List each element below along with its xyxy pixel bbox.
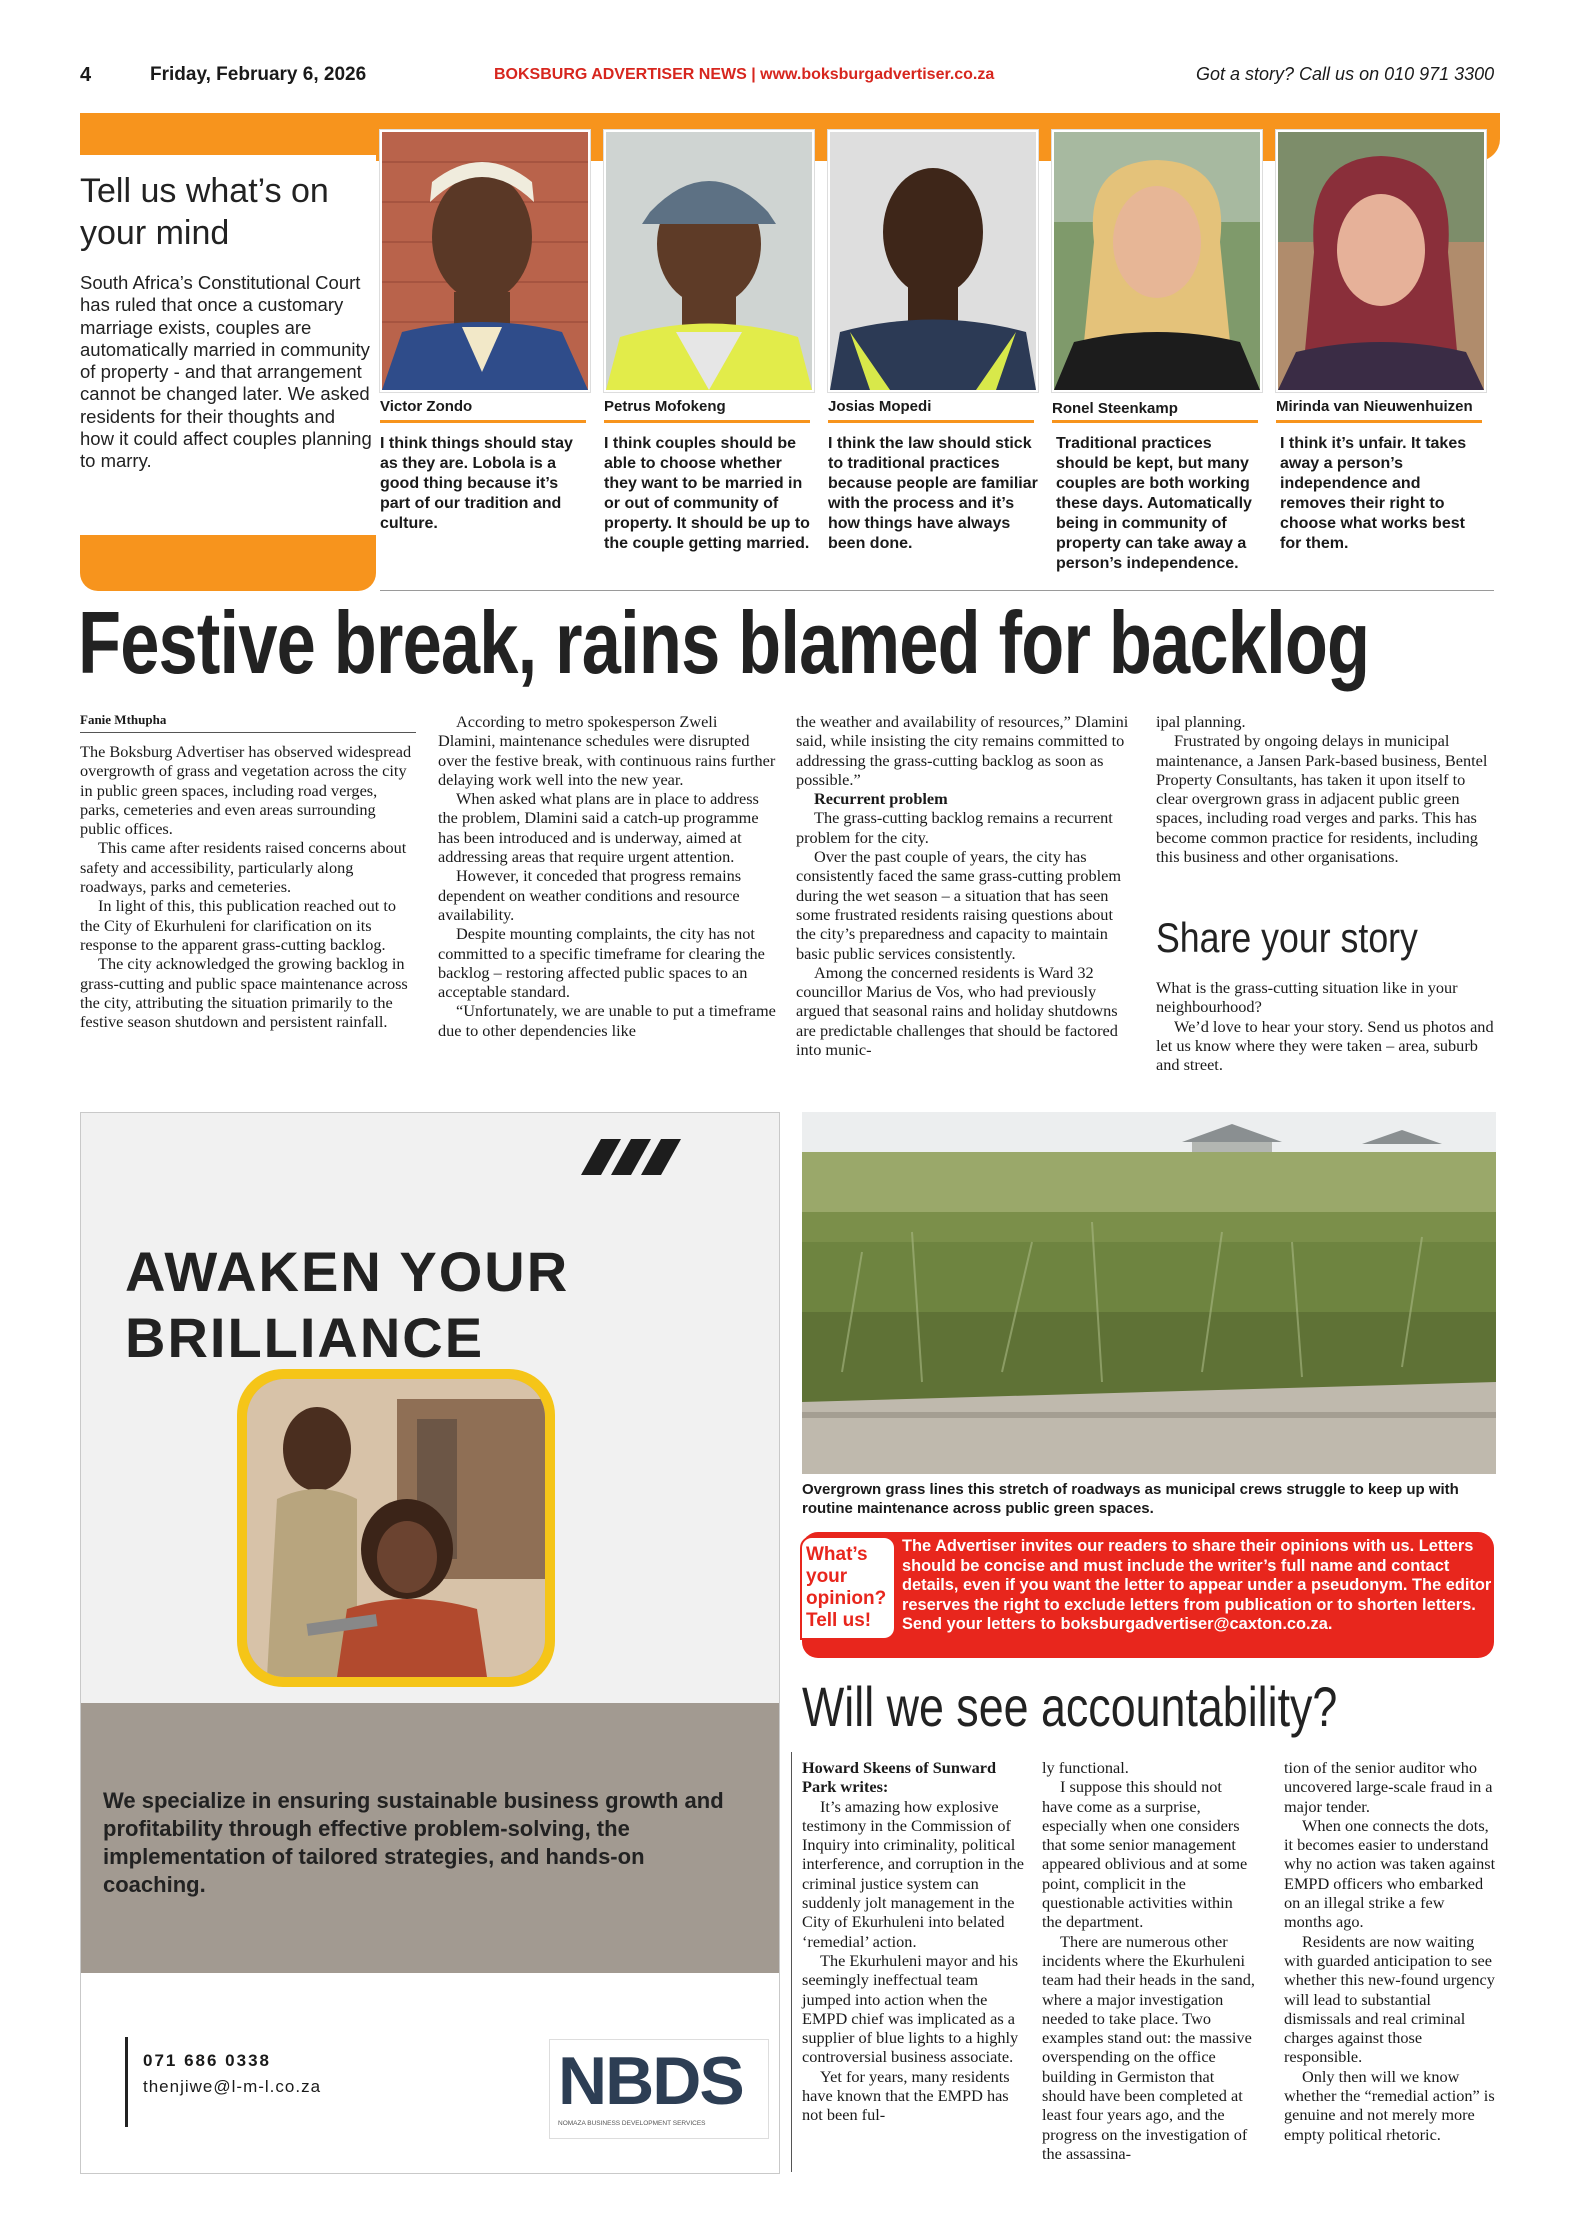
page-number: 4: [80, 64, 92, 86]
vox-quote-2: I think couples should be able to choose whether they want to be married in or out of community of property. It should be up to the couple getting married.: [604, 435, 810, 552]
article-column-2: [438, 712, 776, 1040]
paragraph: The Boksburg Advertiser has observed widespread overgrowth of grass and vegetation across the city in public green spaces, including road verges, parks, cemeteries and even areas surrounding public offices.: [80, 742, 412, 839]
grass-photo: [802, 1112, 1496, 1474]
photo-josias-mopedi: [828, 130, 1038, 392]
ad-headline: AWAKEN YOUR BRILLIANCE: [125, 1240, 570, 1369]
orange-band-bottom: [80, 535, 376, 591]
ad-email[interactable]: thenjiwe@l-m-l.co.za: [143, 2077, 322, 2096]
letter-column-1: [802, 1758, 1028, 2125]
paragraph: When one connects the dots, it becomes easier to understand why no action was taken against EMPD officers who embarked on an illegal strike a few months ago.: [1284, 1815, 1496, 1932]
paragraph: I suppose this should not have come as a surprise, especially when one considers that some senior management appeared oblivious and at some point, complicit in the questionable activities within the department.: [1042, 1777, 1248, 1932]
paragraph: Only then will we know whether the “remedial action” is genuine and not merely more empty political rhetoric.: [1284, 2066, 1495, 2144]
paragraph: This came after residents raised concerns about safety and accessibility, particularly along roadways, parks and cemeteries.: [80, 838, 407, 897]
photo-petrus-mofokeng: [604, 130, 814, 392]
article-column-1: [80, 742, 418, 1031]
share-story-body: [1156, 978, 1496, 1074]
advertisement[interactable]: [80, 1112, 780, 2174]
letter-headline: Will we see accountability?: [802, 1675, 1338, 1738]
ad-logo: [549, 2039, 769, 2139]
vox-title: Tell us what’s on your mind: [80, 172, 329, 252]
divider: [604, 420, 810, 423]
paragraph: In light of this, this publication reached out to the City of Ekurhuleni for clarification on its response to the apparent grass-cutting backlog.: [80, 896, 396, 954]
vox-quote-1: I think things should stay as they are. Lobola is a good thing because it’s part of our tradition and culture.: [380, 435, 573, 532]
divider: [1276, 420, 1482, 423]
paragraph: When asked what plans are in place to address the problem, Dlamini said a catch-up programme has been introduced and is underway, aimed at addressing areas that require urgent attention.: [438, 789, 759, 867]
opinion-label: What’s your opinion? Tell us!: [806, 1544, 887, 1631]
vox-quote-5: I think it’s unfair. It takes away a person’s independence and removes their right to choose what works best for them.: [1280, 435, 1467, 552]
article-column-3: [796, 712, 1134, 1059]
paragraph: the weather and availability of resources,” Dlamini said, while insisting the city remains committed to addressing the grass-cutting backlog as soon as possible.”: [796, 712, 1129, 789]
vox-name-4: Ronel Steenkamp: [1052, 400, 1178, 417]
paragraph: tion of the senior auditor who uncovered large-scale fraud in a major tender.: [1284, 1758, 1493, 1816]
letter-column-2: [1042, 1758, 1256, 2163]
paragraph: Among the concerned residents is Ward 32 councillor Marius de Vos, who had previously argued that seasonal rains and holiday shutdowns are predictable challenges that should be factored into munic-: [796, 962, 1118, 1060]
byline: Fanie Mthupha: [80, 712, 167, 727]
paragraph: Over the past couple of years, the city has consistently faced the same grass-cutting problem during the wet season – a situation that has seen some frustrated residents raising questions about the city’s preparedness and capacity to maintain basic public services consistently.: [796, 847, 1122, 963]
paragraph: According to metro spokesperson Zweli Dlamini, maintenance schedules were disrupted over the festive break, with continuous rains further delaying work well into the new year.: [438, 712, 776, 789]
publication-masthead[interactable]: BOKSBURG ADVERTISER NEWS | www.boksburgadvertiser.co.za: [494, 66, 995, 83]
divider: [1052, 420, 1258, 423]
paragraph: Residents are now waiting with guarded anticipation to see whether this new-found urgency will lead to substantial dismissals and real criminal charges against those responsible.: [1284, 1931, 1495, 2067]
ad-logo-subtitle: NOMAZA BUSINESS DEVELOPMENT SERVICES: [558, 2120, 706, 2127]
issue-date: Friday, February 6, 2026: [150, 64, 367, 85]
vox-name-1: Victor Zondo: [380, 398, 473, 415]
paragraph: “Unfortunately, we are unable to put a timeframe due to other dependencies like: [438, 1001, 776, 1040]
paragraph: The city acknowledged the growing backlog in grass-cutting and public space maintenance across the city, attributing the situation primarily to the festive season shutdown and persistent rainfall.: [80, 954, 408, 1032]
vox-name-2: Petrus Mofokeng: [604, 398, 726, 415]
divider: [828, 420, 1034, 423]
share-story-title: Share your story: [1156, 914, 1418, 961]
letter-writer: Howard Skeens of Sunward Park writes:: [802, 1758, 997, 1797]
subheading: Recurrent problem: [814, 789, 948, 809]
paragraph: ly functional.: [1042, 1758, 1129, 1777]
paragraph: ipal planning.: [1156, 712, 1246, 731]
column-rule: [791, 1752, 792, 2172]
ad-body: We specialize in ensuring sustainable business growth and profitability through effective problem-solving, the implementation of tailored strategies, and hands-on coaching.: [103, 1788, 724, 1897]
paragraph: There are numerous other incidents where the Ekurhuleni team had their heads in the sand, where a major investigation needed to take place. Two examples stand out: the massive overspending on the office building in Germiston that should have been completed at least four years ago, and the progress on the investigation of the assassina-: [1042, 1931, 1255, 2163]
paragraph: Despite mounting complaints, the city has not committed to a specific timeframe for clearing the backlog – restoring affected public spaces to an acceptable standard.: [438, 924, 765, 1002]
photo-mirinda-van-nieuwenhuizen: [1276, 130, 1486, 392]
ad-photo: [247, 1379, 545, 1677]
paragraph: The grass-cutting backlog remains a recurrent problem for the city.: [796, 808, 1113, 847]
vox-quote-3: I think the law should stick to traditional practices because people are familiar with the process and it’s how things have always been done.: [828, 435, 1038, 552]
paragraph: However, it conceded that progress remains dependent on weather conditions and resource availability.: [438, 866, 742, 924]
section-rule: [380, 590, 1494, 591]
vox-name-5: Mirinda van Nieuwenhuizen: [1276, 398, 1473, 415]
paragraph: The Ekurhuleni mayor and his seemingly ineffectual team jumped into action when the EMPD chief was implicated as a supplier of blue lights to a highly controversial business associate.: [802, 1950, 1019, 2067]
byline-rule: [80, 732, 416, 733]
ad-divider: [125, 2037, 128, 2127]
paragraph: It’s amazing how explosive testimony in the Commission of Inquiry into criminality, political interference, and corruption in the criminal justice system can suddenly jolt management in the City of Ekurhuleni into belated ‘remedial’ action.: [802, 1796, 1024, 1951]
main-headline: Festive break, rains blamed for backlog: [78, 593, 1370, 692]
paragraph: We’d love to hear your story. Send us photos and let us know where they were taken – area, suburb and street.: [1156, 1016, 1494, 1075]
letter-column-3: [1284, 1758, 1496, 2144]
photo-ronel-steenkamp: [1052, 130, 1262, 392]
slash-marks-icon: [571, 1135, 691, 1179]
article-column-4: [1156, 712, 1496, 866]
divider: [380, 420, 586, 423]
vox-intro: South Africa’s Constitutional Court has ruled that once a customary marriage exists, couples are automatically married in community of property - and that arrangement cannot be changed later. We asked residents for their thoughts and how it could affect couples planning to marry.: [80, 272, 372, 472]
photo-victor-zondo: [380, 130, 590, 392]
paragraph: Yet for years, many residents have known that the EMPD has not been ful-: [802, 2066, 1010, 2125]
tip-line: Got a story? Call us on 010 971 3300: [1196, 64, 1495, 84]
vox-name-3: Josias Mopedi: [828, 398, 932, 415]
vox-quote-4: Traditional practices should be kept, but many couples are both working these days. Automatically being in community of property can take away a person’s independence.: [1056, 435, 1252, 572]
ad-phone[interactable]: 071 686 0338: [143, 2051, 271, 2070]
opinion-text: The Advertiser invites our readers to share their opinions with us. Letters should be concise and must include the writer’s full name and contact details, even if you want the letter to appear under a pseudonym. The editor reserves the right to exclude letters from publication or to shorten letters. Send your letters to boksburgadvertiser@caxton.co.za.: [902, 1537, 1492, 1633]
paragraph: What is the grass-cutting situation like in your neighbourhood?: [1156, 978, 1458, 1017]
ad-logo-mark: NBDS: [558, 2043, 743, 2119]
photo-caption: Overgrown grass lines this stretch of roadways as municipal crews struggle to keep up with routine maintenance across public green spaces.: [802, 1481, 1459, 1517]
paragraph: Frustrated by ongoing delays in municipal maintenance, a Jansen Park-based business, Bentel Property Consultants, has taken it upon itself to clear overgrown grass in adjacent public green spaces, including road verges and parks. This has become common practice for residents, including this business and other organisations.: [1156, 731, 1488, 867]
